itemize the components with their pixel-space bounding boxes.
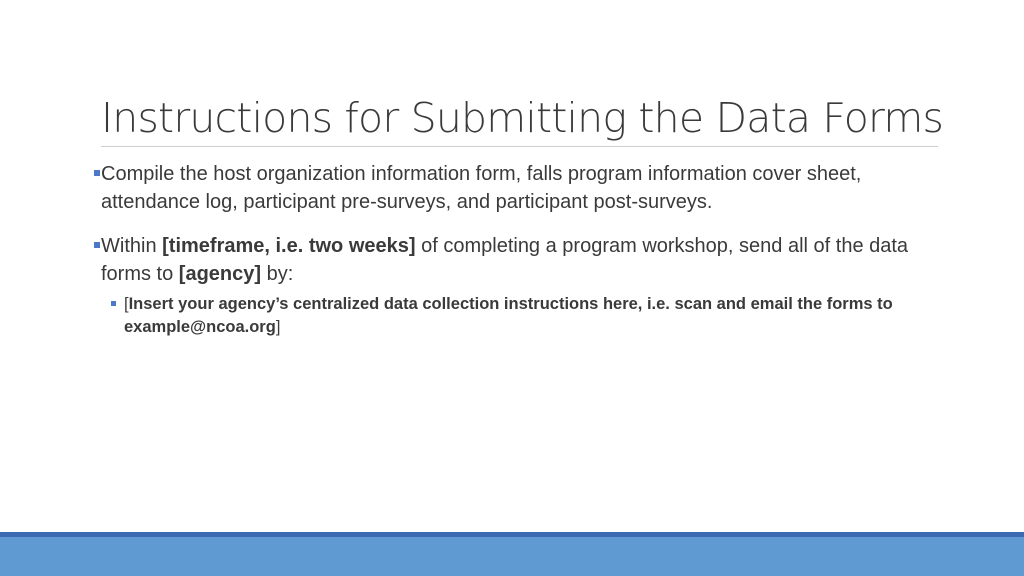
bullet-text-part2: of completing a program workshop, send all of the data forms to	[101, 235, 909, 285]
sub-bullet-instructions	[124, 293, 942, 339]
instructions-placeholder: Insert your agency’s centralized data collection instructions here, i.e. scan and email the forms to example@ncoa.org	[124, 295, 893, 336]
square-bullet-icon	[94, 242, 100, 248]
agency-placeholder: [agency]	[178, 263, 262, 285]
square-bullet-icon	[111, 301, 116, 306]
bullet-text-part3: by:	[261, 263, 294, 285]
bullet-compile-forms	[92, 160, 942, 216]
bracket-close: ]	[275, 318, 281, 336]
bullet-text: Compile the host organization information form, falls program information cover sheet, attendance log, participant pre-surveys, and participant post-surveys.	[101, 163, 862, 213]
square-bullet-icon	[94, 170, 100, 176]
timeframe-placeholder: [timeframe, i.e. two weeks]	[162, 235, 416, 257]
slide-body	[92, 158, 942, 339]
title-divider	[101, 146, 938, 147]
bullet-send-forms	[92, 232, 942, 288]
footer-band	[0, 537, 1024, 576]
bracket-open: [	[124, 295, 129, 313]
slide-title: Instructions for Submitting the Data Forms	[101, 94, 944, 142]
bullet-text-part1: Within	[101, 235, 163, 257]
